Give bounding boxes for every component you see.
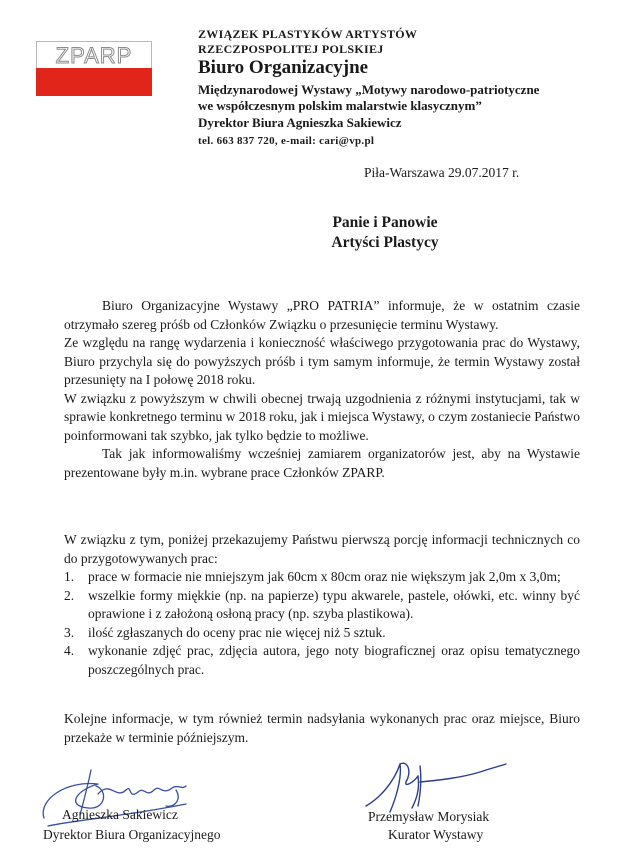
logo-text: ZPARP	[55, 43, 133, 68]
list-number: 2.	[64, 587, 75, 603]
zparp-logo	[36, 41, 152, 96]
signer-left-title: Dyrektor Biura Organizacyjnego	[43, 827, 221, 842]
paragraph-2: Ze względu na rangę wydarzenia i konieczność właściwego przygotowania prac do Wystawy, Biuro przychyla się do powyższych próśb i tym samym informuje, że termin Wystawy został przesunięty na I połowę 2018 roku.	[64, 335, 580, 387]
list-item	[64, 642, 580, 679]
logo-white-band	[36, 41, 152, 68]
list-number: 1.	[64, 569, 75, 584]
greeting-line1: Panie i Panowie	[332, 214, 438, 231]
place-date: Piła-Warszawa 29.07.2017 r.	[364, 165, 520, 180]
list-item	[64, 587, 580, 624]
greeting-line2: Artyści Plastycy	[331, 234, 439, 251]
list-text: prace w formacie nie mniejszym jak 60cm x 80cm oraz nie większym jak 2,0m x 3,0m;	[88, 569, 561, 584]
org-name-line1: ZWIĄZEK PLASTYKÓW ARTYSTÓW	[198, 27, 418, 41]
closing-paragraph: Kolejne informacje, w tym również termin nadsyłania wykonanych prac oraz miejsce, Biuro przekaże w terminie późniejszym.	[64, 711, 580, 745]
list-number: 3.	[64, 624, 75, 640]
signer-right-title: Kurator Wystawy	[388, 827, 484, 842]
office-title: Biuro Organizacyjne	[198, 57, 369, 78]
paragraph-1: Biuro Organizacyjne Wystawy „PRO PATRIA” informuje, że w ostatnim czasie otrzymało szereg próśb od Członków Związku o przesunięcie terminu Wystawy.	[64, 298, 580, 332]
list-text: ilość zgłaszanych do oceny prac nie więcej niż 5 sztuk.	[88, 624, 386, 640]
list-text: wszelkie formy miękkie (np. na papierze) typu akwarele, pastele, ołówki, etc. winny być oprawione i z założoną osłoną pracy (np. szyba plastikowa).	[88, 587, 580, 621]
logo-red-band	[36, 68, 152, 96]
list-text: wykonanie zdjęć prac, zdjęcia autora, jego noty biograficznej oraz opisu tematycznego poszczególnych prac.	[88, 643, 580, 677]
list-number: 4.	[64, 643, 75, 658]
technical-intro	[64, 531, 580, 568]
exhibition-line1: Międzynarodowej Wystawy „Motywy narodowo-patriotyczne	[198, 82, 540, 97]
list-item	[64, 624, 580, 643]
signer-left-name: Agnieszka Sakiewicz	[62, 807, 178, 822]
paragraph-3: W związku z powyższym w chwili obecnej trwają uzgodnienia z różnymi instytucjami, tak w sprawie konkretnego terminu w 2018 roku, jak i miejsca Wystawy, o czym zostaniecie Państwo poinformowani tak szybko, jak tylko będzie to możliwe.	[64, 390, 580, 443]
director-line: Dyrektor Biura Agnieszka Sakiewicz	[198, 115, 402, 130]
paragraph-5: W związku z tym, poniżej przekazujemy Państwu pierwszą porcję informacji technicznych co do przygotowywanych prac:	[64, 532, 580, 566]
list-item	[64, 568, 580, 587]
paragraph-4: Tak jak informowaliśmy wcześniej zamiarem organizatorów jest, aby na Wystawie prezentowane były m.in. wybrane prace Członków ZPARP.	[64, 446, 580, 480]
letter-body	[64, 297, 580, 482]
org-name-line2: RZECZPOSPOLITEJ POLSKIEJ	[198, 42, 384, 56]
contact-line: tel. 663 837 720, e-mail: cari@vp.pl	[198, 135, 375, 147]
exhibition-line2: we współczesnym polskim malarstwie klasycznym”	[198, 98, 482, 113]
signer-right-name: Przemysław Morysiak	[368, 809, 490, 824]
requirements-list	[64, 568, 580, 679]
